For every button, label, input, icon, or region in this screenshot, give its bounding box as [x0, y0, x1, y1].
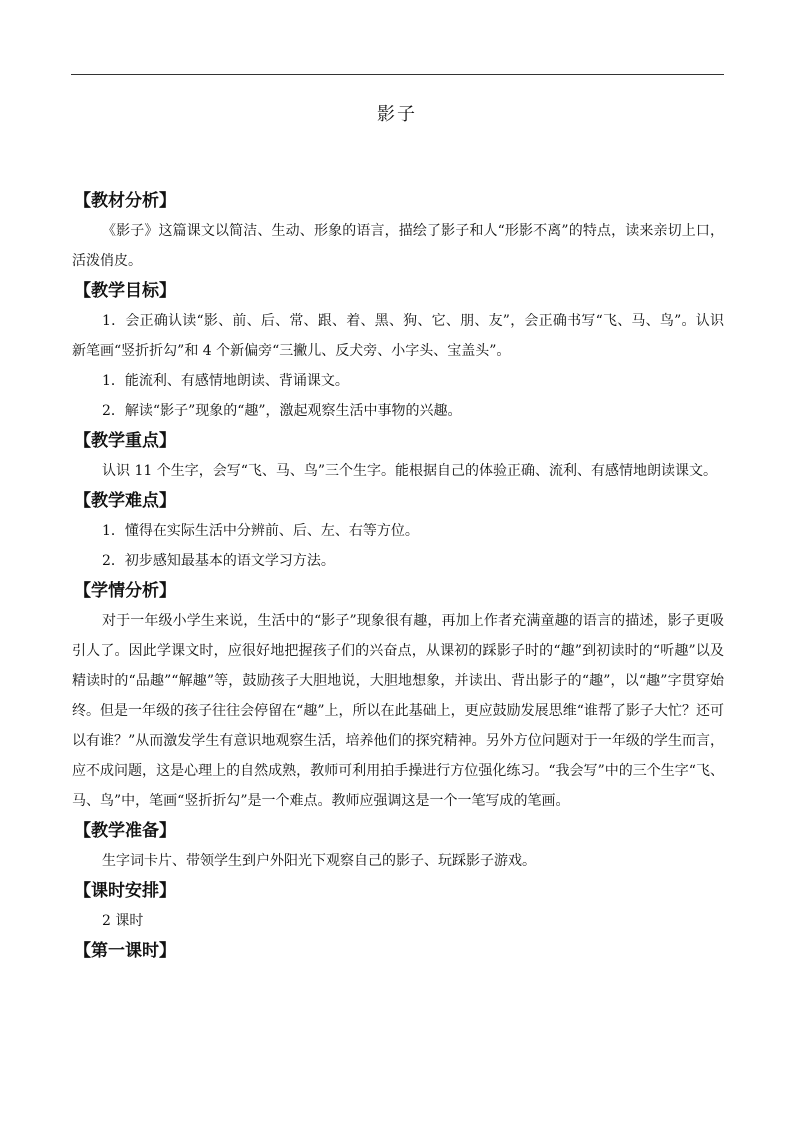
material-paragraph: 《影子》这篇课文以简洁、生动、形象的语言，描绘了影子和人“形影不离”的特点，读来亲切上口，活泼俏皮。 — [72, 223, 724, 269]
document-body — [72, 186, 724, 966]
section-heading-focus: 【教学重点】 — [74, 431, 176, 451]
section-heading-material: 【教材分析】 — [74, 191, 176, 211]
header-rule — [71, 74, 724, 75]
schedule-paragraph: 2 课时 — [102, 913, 144, 929]
section-heading-students: 【学情分析】 — [74, 581, 176, 601]
difficulty-paragraph-1: 1．懂得在实际生活中分辨前、后、左、右等方位。 — [102, 523, 419, 539]
section-heading-first-lesson: 【第一课时】 — [74, 941, 176, 961]
goals-paragraph-2: 1．能流利、有感情地朗读、背诵课文。 — [102, 373, 349, 389]
difficulty-paragraph-2: 2．初步感知最基本的语文学习方法。 — [102, 553, 335, 569]
preparation-paragraph: 生字词卡片、带领学生到户外阳光下观察自己的影子、玩踩影子游戏。 — [102, 853, 536, 869]
section-heading-preparation: 【教学准备】 — [74, 821, 176, 841]
students-paragraph: 对于一年级小学生来说，生活中的“影子”现象很有趣，再加上作者充满童趣的语言的描述，影子更吸引人了。因此学课文时，应很好地把握孩子们的兴奋点，从课初的踩影子时的“趣”到初读时的“听趣”以及精读时的“品趣”“解趣”等，鼓励孩子大胆地说，大胆地想象，并读出、背出影子的“趣”，以“趣”字贯穿始终。但是一年级的孩子往往会停留在“趣”上，所以在此基础上，更应鼓励发展思维“谁帮了影子大忙？还可以有谁？”从而激发学生有意识地观察生活，培养他们的探究精神。另外方位问题对于一年级的学生而言，应不成问题，这是心理上的自然成熟，教师可利用拍手操进行方位强化练习。“我会写”中的三个生字“飞、马、鸟”中，笔画“竖折折勾”是一个难点。教师应强调这是一个一笔写成的笔画。 — [72, 613, 724, 809]
section-heading-schedule: 【课时安排】 — [74, 881, 176, 901]
focus-paragraph: 认识 11 个生字，会写“飞、马、鸟”三个生字。能根据自己的体验正确、流利、有感情地朗读课文。 — [102, 463, 718, 479]
section-heading-goals: 【教学目标】 — [74, 281, 176, 301]
page-title: 影子 — [377, 104, 417, 125]
goals-paragraph-1: 1．会正确认读“影、前、后、常、跟、着、黑、狗、它、朋、友”，会正确书写“飞、马、鸟”。认识新笔画“竖折折勾”和 4 个新偏旁“三撇儿、反犬旁、小字头、宝盖头”。 — [72, 313, 724, 359]
goals-paragraph-3: 2．解读“影子”现象的“趣”，激起观察生活中事物的兴趣。 — [102, 403, 462, 419]
section-heading-difficulty: 【教学难点】 — [74, 491, 176, 511]
